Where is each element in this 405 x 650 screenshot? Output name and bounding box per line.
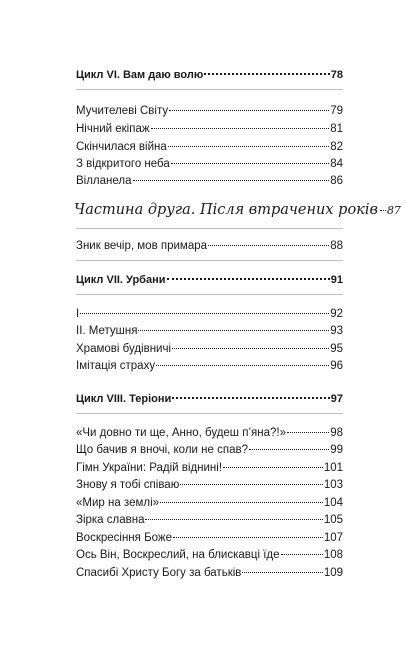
section-divider (76, 260, 343, 261)
dot-leader (242, 572, 322, 573)
toc-entry-title: Імітація страху (76, 360, 156, 372)
toc-entry-page: 92 (330, 308, 343, 320)
toc-entry[interactable] (76, 174, 343, 188)
toc-entry-title: Що бачив я вночі, коли не спав? (76, 444, 248, 456)
toc-entry[interactable] (76, 324, 343, 338)
toc-entry-title: Мучителеві Світу (76, 105, 169, 117)
toc-entry[interactable] (76, 531, 343, 545)
toc-entry-page: 101 (323, 462, 343, 474)
toc-entry[interactable] (76, 307, 343, 321)
toc-entry[interactable] (76, 342, 343, 356)
toc-entry-cycle-7[interactable] (76, 273, 343, 287)
toc-entry-page: 88 (330, 240, 343, 252)
section-divider (76, 89, 343, 90)
toc-entry-title: Воскресіння Боже (76, 532, 172, 544)
toc-entry-title: Цикл VII. Урбани (76, 274, 166, 286)
toc-entry-page: 81 (330, 123, 343, 135)
toc-entry-part-2[interactable] (74, 201, 401, 220)
toc-entry-title: Зник вечір, мов примара (76, 240, 208, 252)
toc-entry-page: 105 (323, 514, 343, 526)
toc-entry[interactable] (76, 478, 343, 492)
toc-entry[interactable] (76, 359, 343, 373)
toc-entry-page: 82 (330, 141, 343, 153)
toc-entry-cycle-6[interactable] (76, 68, 343, 82)
dot-leader (80, 313, 329, 314)
toc-entry-title: Цикл VIII. Теріони (76, 393, 172, 405)
dot-leader (145, 519, 322, 520)
dot-leader (380, 210, 386, 211)
toc-entry[interactable] (76, 140, 343, 154)
toc-entry-page: 79 (330, 105, 343, 117)
toc-entry-title: «Мир на землі» (76, 497, 160, 509)
section-divider (76, 294, 343, 295)
toc-entry[interactable] (76, 548, 343, 562)
toc-entry-cycle-8[interactable] (76, 392, 343, 406)
dot-leader (156, 365, 329, 366)
toc-entry-title: Знову я тобі співаю (76, 479, 180, 491)
toc-entry-page: 95 (330, 343, 343, 355)
dot-leader (151, 128, 330, 129)
dot-leader (287, 432, 329, 433)
toc-entry-page: 87 (386, 204, 401, 217)
toc-entry-title: Гімн України: Радій віднині! (76, 462, 223, 474)
dot-leader (138, 330, 329, 331)
toc-entry-title: Скінчилася війна (76, 141, 167, 153)
toc-entry[interactable] (76, 104, 343, 118)
toc-entry[interactable] (76, 426, 343, 440)
dot-leader (172, 397, 329, 399)
toc-entry-title: Спасибі Христу Богу за батьків (76, 567, 242, 579)
toc-entry[interactable] (76, 239, 343, 253)
toc-entry-title: Вілланела (76, 175, 132, 187)
toc-entry-page: 93 (330, 325, 343, 337)
toc-entry-title: Частина друга. Після втрачених років (74, 202, 378, 218)
toc-entry-page: 99 (330, 444, 343, 456)
toc-entry-page: 91 (330, 274, 343, 286)
dot-leader (223, 467, 323, 468)
toc-entry[interactable] (76, 496, 343, 510)
toc-entry-page: 96 (330, 360, 343, 372)
toc-entry-page: 103 (323, 479, 343, 491)
toc-entry[interactable] (76, 513, 343, 527)
toc-entry-page: 107 (323, 532, 343, 544)
toc-entry-title: Цикл VI. Вам даю волю (76, 69, 204, 81)
toc-entry-title: Храмові будівничі (76, 343, 172, 355)
dot-leader (168, 146, 329, 147)
dot-leader (133, 180, 330, 181)
toc-entry-title: І (76, 308, 80, 320)
toc-entry-title: ІІ. Метушня (76, 325, 138, 337)
toc-entry-page: 104 (323, 497, 343, 509)
toc-entry-title: Ось Він, Воскреслий, на блискавці їде (76, 549, 280, 561)
toc-entry-title: З відкритого неба (76, 158, 170, 170)
toc-entry[interactable] (76, 566, 343, 580)
toc-entry-page: 97 (330, 393, 343, 405)
toc-entry[interactable] (76, 122, 343, 136)
dot-leader (167, 278, 330, 280)
toc-entry-page: 84 (330, 158, 343, 170)
toc-entry-page: 108 (323, 549, 343, 561)
toc-entry-title: «Чи довно ти ще, Анно, будеш п’яна?!» (76, 427, 286, 439)
dot-leader (180, 484, 322, 485)
dot-leader (169, 110, 329, 111)
toc-entry[interactable] (76, 461, 343, 475)
toc-entry-title: Зірка славна (76, 514, 145, 526)
toc-entry[interactable] (76, 443, 343, 457)
toc-entry-page: 78 (330, 69, 343, 81)
dot-leader (281, 554, 323, 555)
dot-leader (173, 537, 323, 538)
section-divider (76, 413, 343, 414)
dot-leader (172, 348, 329, 349)
dot-leader (171, 163, 329, 164)
dot-leader (208, 245, 329, 246)
dot-leader (160, 502, 323, 503)
dot-leader (204, 73, 330, 75)
section-divider (76, 228, 343, 229)
toc-entry-page: 109 (323, 567, 343, 579)
dot-leader (249, 449, 329, 450)
toc-entry[interactable] (76, 157, 343, 171)
toc-entry-title: Нічний екіпаж (76, 123, 150, 135)
toc-entry-page: 86 (330, 175, 343, 187)
toc-entry-page: 98 (330, 427, 343, 439)
